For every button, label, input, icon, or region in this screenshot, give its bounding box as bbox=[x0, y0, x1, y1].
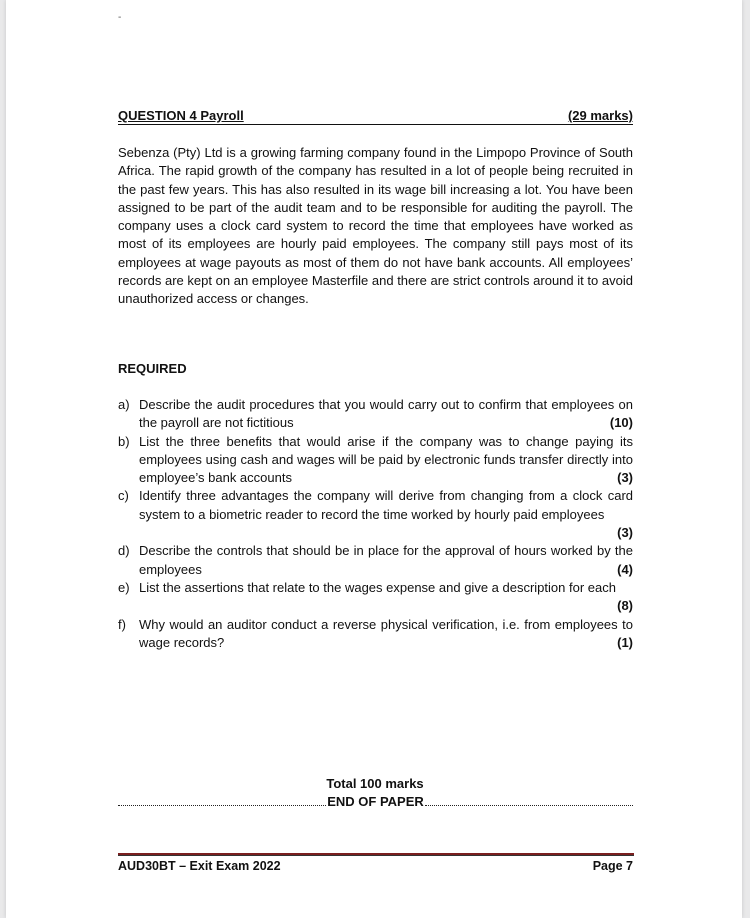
page-footer bbox=[118, 859, 633, 873]
required-item-e bbox=[118, 579, 633, 616]
item-marks: (3) bbox=[617, 470, 633, 486]
footer-page-number: Page 7 bbox=[592, 859, 633, 873]
required-item-a bbox=[118, 396, 633, 433]
item-letter: c) bbox=[118, 488, 129, 504]
item-text: Describe the controls that should be in place for the approval of hours worked by the employees bbox=[139, 543, 633, 577]
footer-divider bbox=[118, 853, 634, 856]
dotted-leader-right bbox=[425, 795, 633, 806]
required-item-b bbox=[118, 433, 633, 488]
item-marks: (3) bbox=[617, 525, 633, 541]
scenario-paragraph: Sebenza (Pty) Ltd is a growing farming company found in the Limpopo Province of South Africa. The rapid growth of the company has resulted in a lot of people being recruited in the past few years. This has also resulted in its wage bill increasing a lot. You have been assigned to be part of the audit team and to be responsible for auditing the payroll. The company uses a clock card system to record the time that employees have worked as most of its employees are hourly paid employees. The company still pays most of its employees at wage payouts as most of them do not have bank accounts. All employees’ records are kept on an employee Masterfile and there are strict controls around it to avoid unauthorized access or changes. bbox=[118, 145, 633, 307]
required-item-d bbox=[118, 542, 633, 579]
item-letter: f) bbox=[118, 616, 126, 632]
item-letter: e) bbox=[118, 579, 130, 595]
end-of-paper: END OF PAPER bbox=[327, 794, 424, 809]
question-title: QUESTION 4 Payroll bbox=[118, 108, 244, 123]
item-marks: (4) bbox=[617, 561, 633, 577]
required-item-f bbox=[118, 616, 633, 653]
item-text: Describe the audit procedures that you would carry out to confirm that employees on the payroll are not fictitious bbox=[139, 397, 633, 431]
item-marks: (1) bbox=[617, 634, 633, 650]
question-marks: (29 marks) bbox=[567, 108, 633, 123]
question-heading bbox=[118, 108, 633, 125]
item-letter: b) bbox=[118, 433, 130, 449]
tick-mark: - bbox=[118, 12, 122, 23]
dotted-leader-left bbox=[118, 795, 326, 806]
total-marks: Total 100 marks bbox=[326, 776, 424, 791]
required-item-c bbox=[118, 487, 633, 542]
item-letter: d) bbox=[118, 543, 130, 559]
item-text: List the three benefits that would arise if the company was to change paying its employees using cash and wages will be paid by electronic funds transfer directly into employee’s bank accounts bbox=[139, 433, 633, 486]
required-heading: REQUIRED bbox=[118, 361, 187, 376]
item-letter: a) bbox=[118, 397, 130, 412]
item-marks: (8) bbox=[617, 598, 633, 614]
end-of-paper-line bbox=[118, 794, 633, 809]
required-list bbox=[118, 396, 633, 652]
footer-course: AUD30BT – Exit Exam 2022 bbox=[118, 859, 281, 873]
item-text: List the assertions that relate to the wages expense and give a description for each bbox=[139, 579, 616, 595]
item-text: Identify three advantages the company will derive from changing from a clock card system to a biometric reader to record the time worked by hourly paid employees bbox=[139, 488, 633, 522]
item-marks: (10) bbox=[609, 415, 633, 431]
item-text: Why would an auditor conduct a reverse physical verification, i.e. from employees to wage records? bbox=[139, 616, 633, 650]
